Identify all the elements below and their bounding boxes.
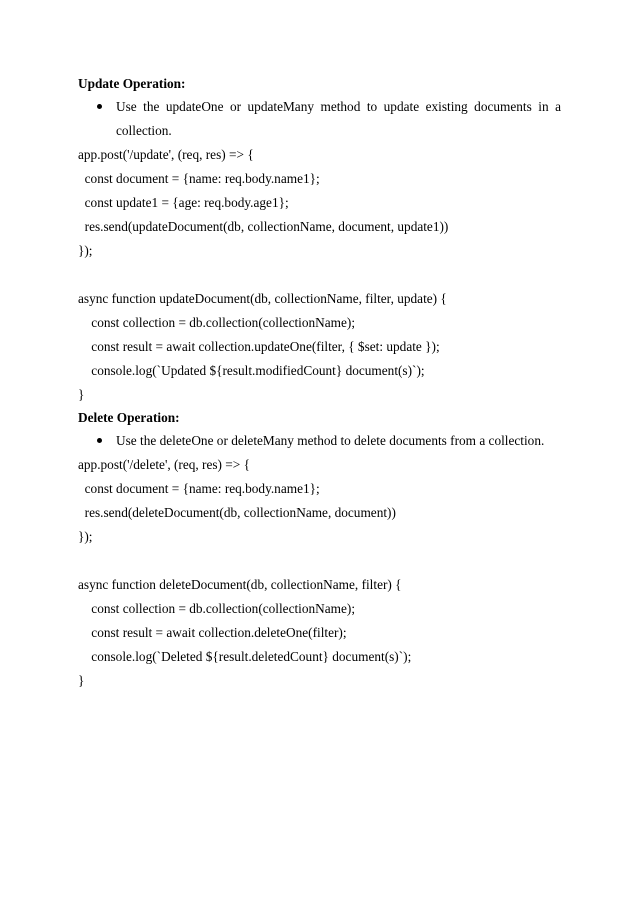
code-line: res.send(deleteDocument(db, collectionName, document)) [78,505,396,520]
update-bullet-text-line1: Use the updateOne or updateMany method to update existing documents in a [116,99,561,114]
code-line: } [78,673,85,688]
code-line: async function deleteDocument(db, collectionName, filter) { [78,577,402,592]
code-line: app.post('/delete', (req, res) => { [78,457,251,472]
code-line: const document = {name: req.body.name1}; [78,481,320,496]
code-line: console.log(`Updated ${result.modifiedCount} document(s)`); [78,363,425,378]
code-line: const collection = db.collection(collectionName); [78,601,356,616]
update-operation-heading: Update Operation: [78,76,186,91]
code-line: const document = {name: req.body.name1}; [78,171,320,186]
code-line: console.log(`Deleted ${result.deletedCount} document(s)`); [78,649,412,664]
code-line: const update1 = {age: req.body.age1}; [78,195,289,210]
code-line: } [78,387,85,402]
code-line: res.send(updateDocument(db, collectionName, document, update1)) [78,219,449,234]
code-line: const collection = db.collection(collectionName); [78,315,356,330]
code-line: async function updateDocument(db, collectionName, filter, update) { [78,291,447,306]
code-line: const result = await collection.updateOne(filter, { $set: update }); [78,339,440,354]
update-bullet-text-line2: collection. [116,123,172,138]
code-line: const result = await collection.deleteOne(filter); [78,625,347,640]
delete-bullet-text: Use the deleteOne or deleteMany method to delete documents from a collection. [116,433,545,448]
delete-operation-heading: Delete Operation: [78,410,180,425]
code-line: }); [78,243,93,258]
code-line: app.post('/update', (req, res) => { [78,147,254,162]
bullet-icon [97,438,102,443]
bullet-icon [97,104,102,109]
code-line: }); [78,529,93,544]
